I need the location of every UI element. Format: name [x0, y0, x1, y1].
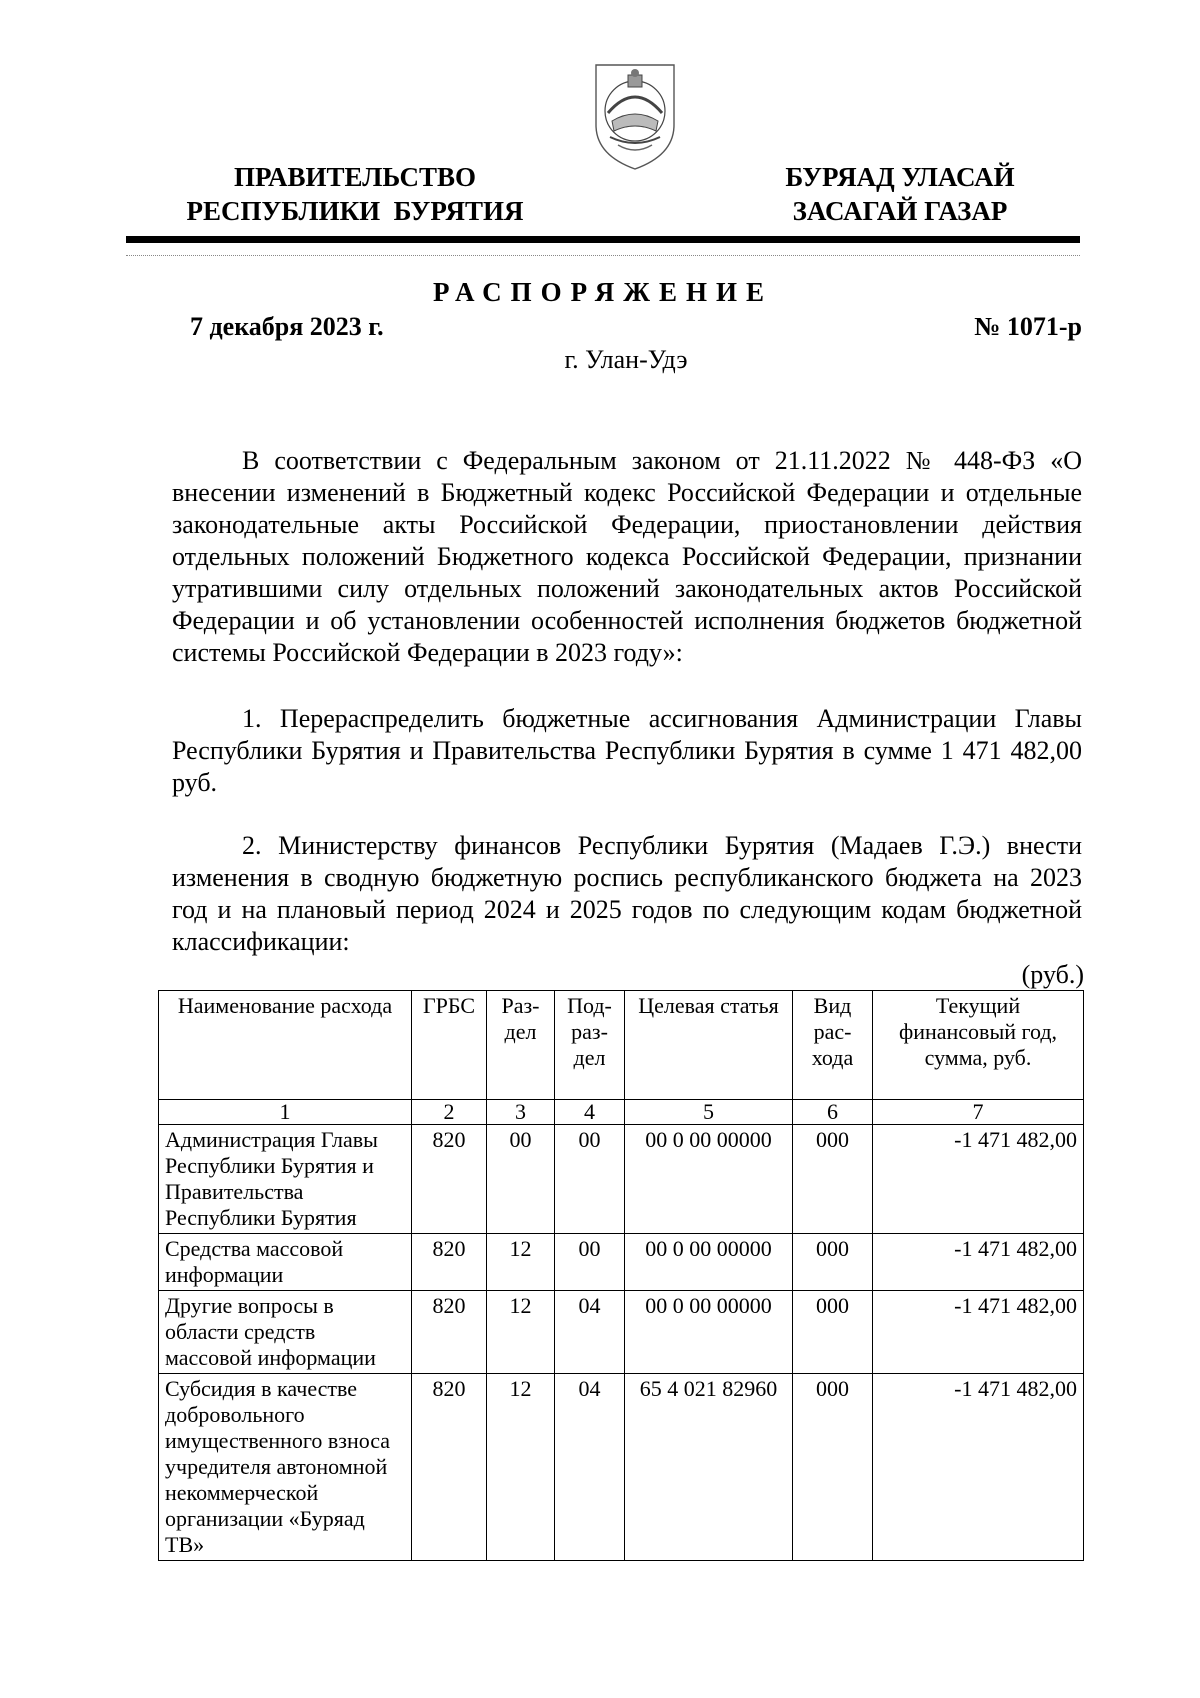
table-header-cell: Текущий финансовый год, сумма, руб. — [873, 991, 1084, 1100]
table-header-cell: Вид рас- хода — [793, 991, 873, 1100]
table-row — [159, 1234, 1084, 1291]
table-cell: 00 0 00 00000 — [625, 1234, 793, 1291]
table-cell: 00 0 00 00000 — [625, 1125, 793, 1234]
table-row — [159, 1374, 1084, 1561]
header-left-line1: ПРАВИТЕЛЬСТВО — [233, 162, 477, 192]
table-cell: 820 — [412, 1374, 487, 1561]
table-cell-name: Субсидия в качестве добровольного имущественного взноса учредителя автономной некоммерческой организации «Буряад ТВ» — [159, 1374, 412, 1561]
table-cell: 12 — [487, 1291, 555, 1374]
table-cell: 12 — [487, 1374, 555, 1561]
table-cell: 000 — [793, 1125, 873, 1234]
order-city: г. Улан-Удэ — [564, 345, 688, 374]
table-header-cell: Под- раз- дел — [555, 991, 625, 1100]
paragraph-preamble-text: В соответствии с Федеральным законом от 21.11.2022 № 448-ФЗ «О внесении изменений в Бюджетный кодекс Российской Федерации и отдельные законодательные акты Российской Федерации, приостановлении действия отдельных положений Бюджетного кодекса Российской Федерации, признании утратившими силу отдельных положений законодательных актов Российской Федерации и об установлении особенностей исполнения бюджетов бюджетной системы Российской Федерации в 2023 году»: — [172, 446, 1082, 667]
table-header-cell: ГРБС — [412, 991, 487, 1100]
order-number: № 1071-р — [974, 312, 1082, 341]
header-left — [160, 160, 550, 228]
header-divider — [126, 236, 1080, 243]
coat-of-arms-emblem — [590, 55, 680, 173]
table-cell: 00 — [555, 1125, 625, 1234]
table-cell: 000 — [793, 1234, 873, 1291]
table-column-number: 6 — [793, 1100, 873, 1125]
table-cell: 12 — [487, 1234, 555, 1291]
table-column-number: 5 — [625, 1100, 793, 1125]
paragraph-preamble — [172, 445, 1082, 669]
paragraph-item-1 — [172, 703, 1082, 799]
table-cell: -1 471 482,00 — [873, 1125, 1084, 1234]
header-dotted-divider — [126, 255, 1080, 256]
paragraph-item-2 — [172, 830, 1082, 958]
table-column-number: 4 — [555, 1100, 625, 1125]
table-cell: 000 — [793, 1291, 873, 1374]
order-title: РАСПОРЯЖЕНИЕ — [432, 277, 774, 307]
paragraph-item-2-text: 2. Министерству финансов Республики Бурятия (Мадаев Г.Э.) внести изменения в сводную бюджетную роспись республиканского бюджета на 2023 год и на плановый период 2024 и 2025 годов по следующим кодам бюджетной классификации: — [172, 831, 1082, 956]
table-cell: 00 0 00 00000 — [625, 1291, 793, 1374]
table-cell: 000 — [793, 1374, 873, 1561]
table-column-number: 2 — [412, 1100, 487, 1125]
table-cell: -1 471 482,00 — [873, 1374, 1084, 1561]
order-date: 7 декабря 2023 г. — [190, 312, 384, 341]
header-right-line2: ЗАСАГАЙ ГАЗАР — [792, 196, 1008, 226]
header-left-line2: РЕСПУБЛИКИ БУРЯТИЯ — [186, 196, 524, 226]
table-header-row — [159, 991, 1084, 1100]
table-cell: -1 471 482,00 — [873, 1234, 1084, 1291]
table-cell: 65 4 021 82960 — [625, 1374, 793, 1561]
table-column-number-row — [159, 1100, 1084, 1125]
table-column-number: 7 — [873, 1100, 1084, 1125]
table-cell: 04 — [555, 1374, 625, 1561]
table-cell-name: Средства массовой информации — [159, 1234, 412, 1291]
table-cell-name: Другие вопросы в области средств массовой информации — [159, 1291, 412, 1374]
table-header-cell: Целевая статья — [625, 991, 793, 1100]
table-cell: -1 471 482,00 — [873, 1291, 1084, 1374]
table-cell: 820 — [412, 1234, 487, 1291]
table-row — [159, 1291, 1084, 1374]
header-right-line1: БУРЯАД УЛАСАЙ — [785, 162, 1015, 192]
table-header-cell: Наименование расхода — [159, 991, 412, 1100]
paragraph-item-1-text: 1. Перераспределить бюджетные ассигнования Администрации Главы Республики Бурятия и Правительства Республики Бурятия в сумме 1 471 482,00 руб. — [172, 704, 1082, 797]
header-right — [740, 160, 1060, 228]
table-unit-label: (руб.) — [1021, 960, 1084, 989]
table-cell: 04 — [555, 1291, 625, 1374]
table-cell: 00 — [555, 1234, 625, 1291]
table-row — [159, 1125, 1084, 1234]
table-cell: 00 — [487, 1125, 555, 1234]
table-cell-name: Администрация Главы Республики Бурятия и Правительства Республики Бурятия — [159, 1125, 412, 1234]
table-cell: 820 — [412, 1125, 487, 1234]
table-column-number: 3 — [487, 1100, 555, 1125]
table-cell: 820 — [412, 1291, 487, 1374]
table-header-cell: Раз- дел — [487, 991, 555, 1100]
budget-table — [158, 990, 1084, 1561]
table-column-number: 1 — [159, 1100, 412, 1125]
